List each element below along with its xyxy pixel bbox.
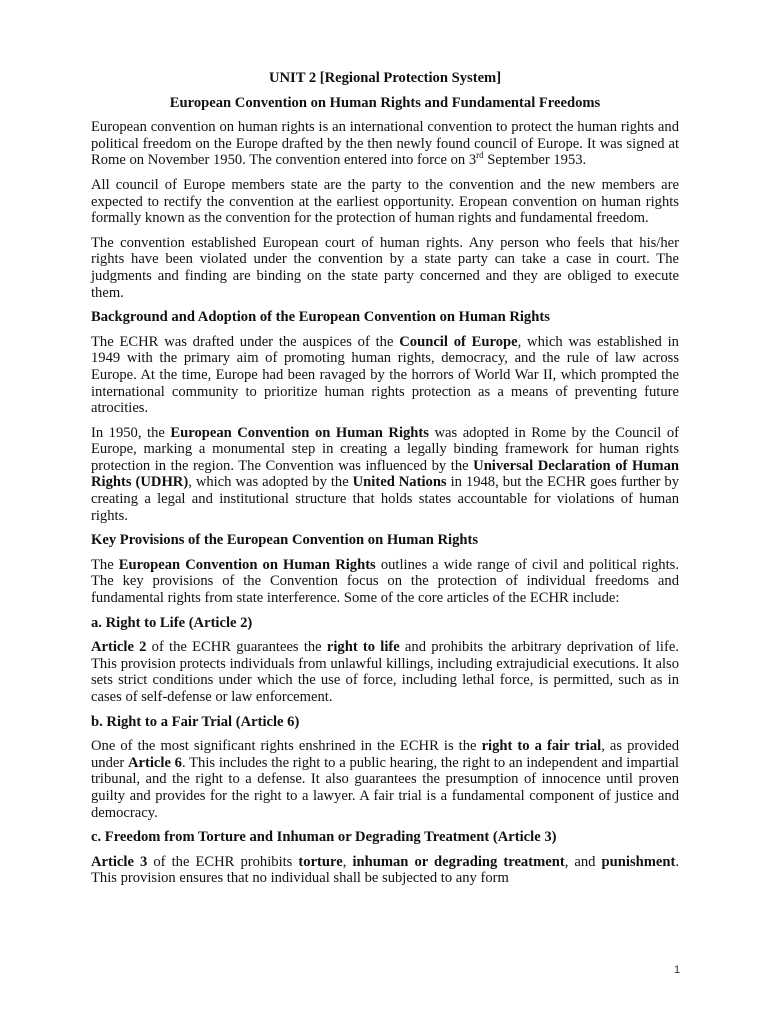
background-paragraph-1: The ECHR was drafted under the auspices of the Council of Europe, which was established in 1949 with the primary aim of promoting human rights, democracy, and the rule of law across Europe. At the time, Europe had been ravaged by the horrors of World War II, which prompted the international community to prioritize human rights protection as a means of preventing future atrocities. <box>91 333 679 417</box>
ordinal-superscript: rd <box>476 150 484 161</box>
article-6-paragraph: One of the most significant rights enshrined in the ECHR is the right to a fair trial, as provided under Article 6. This includes the right to a public hearing, the right to an independent and impartial tribunal, and the right to a defense. It also guarantees the presumption of innocence until proven guilty and provides for the right to a lawyer. A fair trial is a fundamental component of justice and democracy. <box>91 738 679 821</box>
background-heading: Background and Adoption of the European Convention on Human Rights <box>91 309 550 326</box>
document-subtitle: European Convention on Human Rights and Fundamental Freedoms <box>169 94 601 111</box>
article-6-heading: b. Right to a Fair Trial (Article 6) <box>91 713 300 730</box>
intro-paragraph-2: All council of Europe members state are the party to the convention and the new members are expected to rectify the convention at the earliest opportunity. Eropean convention on human rights formally known as the convention for the protection of human rights and fundamental freedom. <box>91 176 679 227</box>
article-3-heading: c. Freedom from Torture and Inhuman or Degrading Treatment (Article 3) <box>91 829 557 846</box>
provisions-paragraph: The European Convention on Human Rights outlines a wide range of civil and political rights. The key provisions of the Convention focus on the protection of individual freedoms and fundamental rights from state interference. Some of the core articles of the ECHR include: <box>91 556 679 607</box>
article-2-heading: a. Right to Life (Article 2) <box>91 614 253 631</box>
page-number: 1 <box>673 964 681 976</box>
document-body <box>91 70 679 895</box>
background-paragraph-2: In 1950, the European Convention on Human Rights was adopted in Rome by the Council of Europe, marking a monumental step in creating a legally binding framework for human rights protection in the region. The Convention was influenced by the Universal Declaration of Human Rights (UDHR), which was adopted by the United Nations in 1948, but the ECHR goes further by creating a legal and institutional structure that holds states accountable for violations of human rights. <box>91 424 679 524</box>
intro-paragraph-3: The convention established European court of human rights. Any person who feels that his/her rights have been violated under the convention by a state party can take a case in court. The judgments and finding are binding on the state party concerned and they are obliged to execute them. <box>91 234 679 301</box>
unit-title: UNIT 2 [Regional Protection System] <box>268 70 502 86</box>
intro-paragraph-1: European convention on human rights is an international convention to protect the human rights and political freedom on the Europe drafted by the then newly found council of Europe. It was signed at Rome on November 1950. The convention entered into force on 3rd September 1953. <box>91 119 679 169</box>
article-2-paragraph: Article 2 of the ECHR guarantees the right to life and prohibits the arbitrary deprivation of life. This provision protects individuals from unlawful killings, including extrajudicial executions. It also sets strict conditions under which the use of force, including lethal force, is permitted, such as in cases of self-defense or law enforcement. <box>91 639 679 705</box>
article-3-paragraph: Article 3 of the ECHR prohibits torture, inhuman or degrading treatment, and punishment. This provision ensures that no individual shall be subjected to any form <box>91 853 680 887</box>
provisions-heading: Key Provisions of the European Convention on Human Rights <box>91 532 479 549</box>
